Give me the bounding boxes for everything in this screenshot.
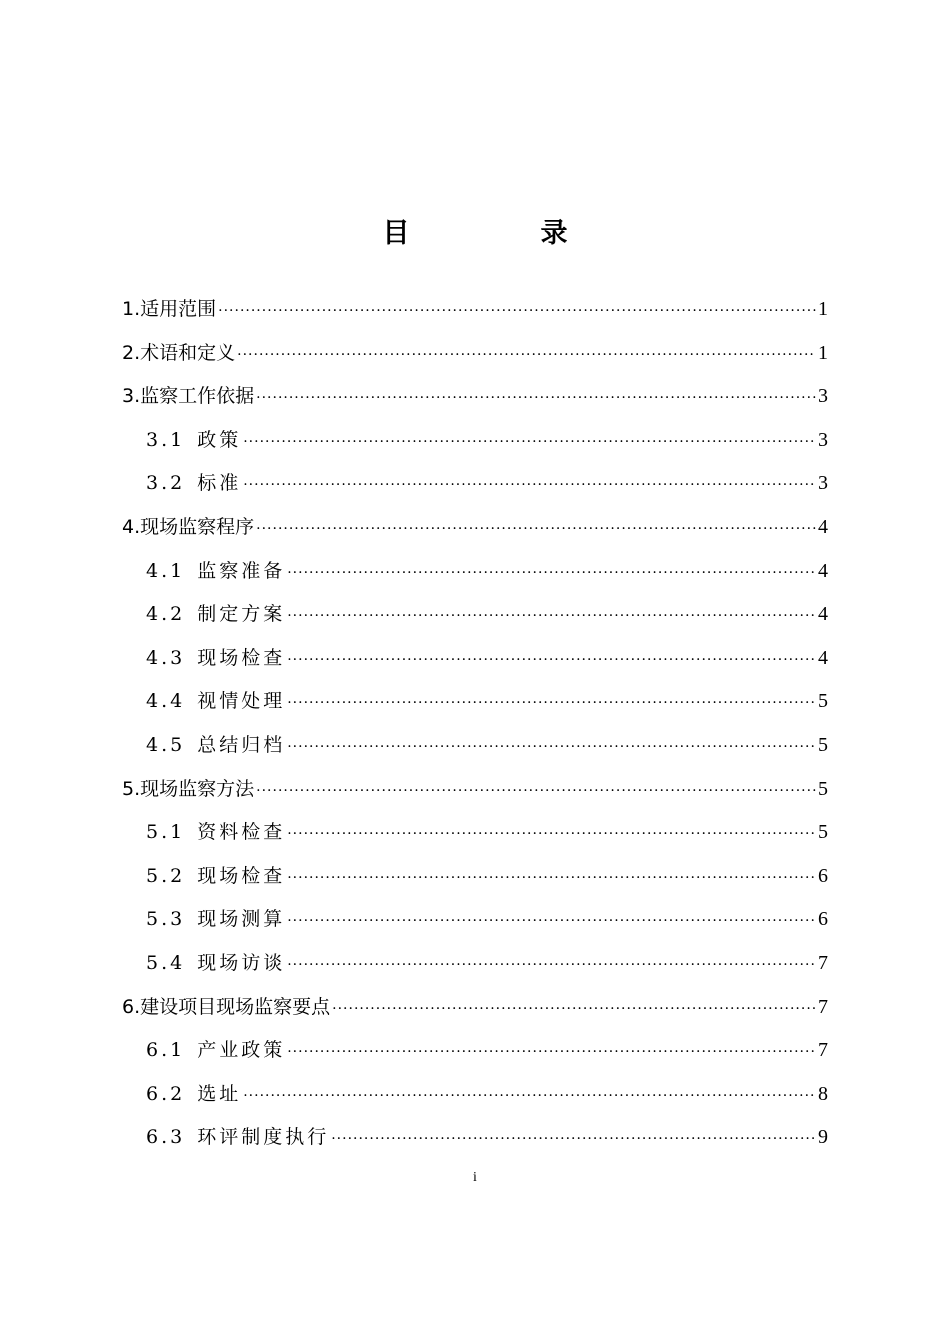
toc-entry-label xyxy=(146,898,285,942)
page-number-footer: i xyxy=(473,1170,477,1185)
toc-entry-text: 现场测算 xyxy=(197,908,286,931)
dot-leader xyxy=(287,857,816,899)
toc-entry-text: 政策 xyxy=(197,428,242,451)
toc-entry[interactable] xyxy=(122,506,828,550)
toc-entry-page: 3 xyxy=(818,385,828,408)
dot-leader xyxy=(287,552,816,594)
dot-leader xyxy=(243,464,816,506)
toc-entry-text: 总结归档 xyxy=(197,733,286,756)
toc-entry-label xyxy=(122,332,235,376)
toc-entry-label xyxy=(122,986,330,1030)
dot-leader xyxy=(332,988,816,1030)
dot-leader xyxy=(218,290,816,332)
toc-entry-text: 术语和定义 xyxy=(140,341,236,364)
toc-entry-label xyxy=(146,811,285,855)
toc-entry-page: 5 xyxy=(818,733,828,756)
toc-entry-text: 制定方案 xyxy=(197,603,286,626)
toc-entry-number: 2. xyxy=(122,341,141,364)
toc-entry[interactable] xyxy=(122,288,828,332)
toc-entry-label xyxy=(146,593,285,637)
toc-entry-text: 现场检查 xyxy=(197,864,286,887)
toc-entry-number: 4.1 xyxy=(146,559,186,582)
toc-entry[interactable] xyxy=(122,1116,828,1160)
toc-entry-page: 1 xyxy=(818,298,828,320)
toc-entry-label xyxy=(146,855,285,899)
toc-entry[interactable] xyxy=(122,986,828,1030)
toc-entry-page: 5 xyxy=(818,821,828,844)
toc-entry[interactable] xyxy=(122,1073,828,1117)
dot-leader xyxy=(287,639,816,681)
dot-leader xyxy=(287,944,816,986)
toc-entry-label xyxy=(122,375,254,419)
toc-entry[interactable] xyxy=(122,942,828,986)
table-of-contents xyxy=(122,288,828,1160)
toc-entry-page: 4 xyxy=(818,559,828,582)
toc-entry-text: 监察准备 xyxy=(197,559,286,582)
toc-entry-text: 资料检查 xyxy=(197,821,286,844)
toc-entry-number: 4.2 xyxy=(146,603,186,626)
toc-entry-number: 6.2 xyxy=(146,1082,186,1105)
toc-entry[interactable] xyxy=(122,898,828,942)
toc-entry-page: 9 xyxy=(818,1126,828,1149)
toc-entry-page: 8 xyxy=(818,1082,828,1105)
toc-entry-number: 5.3 xyxy=(146,908,186,931)
toc-entry-text: 适用范围 xyxy=(140,298,217,320)
toc-entry[interactable] xyxy=(122,637,828,681)
toc-entry-number: 3. xyxy=(122,385,141,408)
toc-entry-label xyxy=(146,1073,241,1117)
toc-entry-label xyxy=(146,462,241,506)
toc-entry[interactable] xyxy=(122,593,828,637)
toc-entry-page: 4 xyxy=(818,515,828,538)
dot-leader xyxy=(237,334,816,376)
dot-leader xyxy=(287,726,816,768)
toc-entry-label xyxy=(146,419,241,463)
toc-entry-label xyxy=(146,1116,329,1160)
toc-entry-label xyxy=(122,506,254,550)
dot-leader xyxy=(287,595,816,637)
page-title: 目 录 xyxy=(382,218,620,250)
toc-entry[interactable] xyxy=(122,332,828,376)
toc-entry[interactable] xyxy=(122,375,828,419)
toc-entry[interactable] xyxy=(122,768,828,812)
toc-entry[interactable] xyxy=(122,419,828,463)
dot-leader xyxy=(243,1075,816,1117)
toc-entry-label xyxy=(146,942,285,986)
toc-entry[interactable] xyxy=(122,1029,828,1073)
dot-leader xyxy=(287,1031,816,1073)
toc-entry-label xyxy=(122,768,254,812)
toc-entry-number: 6. xyxy=(122,995,141,1018)
toc-entry-number: 5. xyxy=(122,777,141,800)
toc-entry-page: 4 xyxy=(818,646,828,669)
toc-entry-number: 1. xyxy=(122,298,141,320)
toc-entry-text: 标准 xyxy=(197,472,242,495)
toc-entry-text: 视情处理 xyxy=(197,690,286,713)
toc-entry-page: 5 xyxy=(818,690,828,713)
toc-entry-page: 7 xyxy=(818,951,828,974)
toc-entry-page: 5 xyxy=(818,777,828,800)
toc-entry-text: 现场监察方法 xyxy=(140,777,255,800)
toc-entry[interactable] xyxy=(122,550,828,594)
toc-entry-page: 3 xyxy=(818,428,828,451)
toc-entry[interactable] xyxy=(122,855,828,899)
toc-entry[interactable] xyxy=(122,680,828,724)
dot-leader xyxy=(287,682,816,724)
toc-entry-label xyxy=(146,550,285,594)
toc-entry-page: 4 xyxy=(818,603,828,626)
toc-entry-text: 选址 xyxy=(197,1082,242,1105)
toc-entry-text: 监察工作依据 xyxy=(140,385,255,408)
toc-entry-number: 5.4 xyxy=(146,951,186,974)
toc-entry-label xyxy=(146,637,285,681)
dot-leader xyxy=(256,508,816,550)
toc-entry-number: 5.2 xyxy=(146,864,186,887)
toc-entry[interactable] xyxy=(122,811,828,855)
toc-entry-number: 4.3 xyxy=(146,646,186,669)
toc-entry-text: 产业政策 xyxy=(197,1039,286,1062)
dot-leader xyxy=(287,900,816,942)
toc-entry-text: 现场访谈 xyxy=(197,951,286,974)
dot-leader xyxy=(287,813,816,855)
toc-entry-page: 6 xyxy=(818,864,828,887)
dot-leader xyxy=(256,377,816,419)
toc-entry-text: 现场监察程序 xyxy=(140,515,255,538)
toc-entry-number: 4.4 xyxy=(146,690,186,713)
toc-entry-label xyxy=(146,724,285,768)
toc-entry-label xyxy=(122,288,216,332)
toc-entry-page: 1 xyxy=(818,341,828,364)
toc-entry-number: 6.3 xyxy=(146,1126,186,1149)
dot-leader xyxy=(243,421,816,463)
dot-leader xyxy=(331,1118,816,1160)
toc-entry-text: 现场检查 xyxy=(197,646,286,669)
toc-entry-text: 环评制度执行 xyxy=(197,1126,330,1149)
toc-entry-number: 4.5 xyxy=(146,733,186,756)
toc-entry-number: 3.1 xyxy=(146,428,186,451)
toc-entry-label xyxy=(146,1029,285,1073)
toc-entry-page: 3 xyxy=(818,472,828,495)
toc-entry[interactable] xyxy=(122,462,828,506)
dot-leader xyxy=(256,770,816,812)
toc-entry-number: 5.1 xyxy=(146,821,186,844)
toc-entry[interactable] xyxy=(122,724,828,768)
toc-entry-number: 6.1 xyxy=(146,1039,186,1062)
toc-entry-page: 7 xyxy=(818,995,828,1018)
toc-entry-page: 7 xyxy=(818,1039,828,1062)
toc-entry-text: 建设项目现场监察要点 xyxy=(140,995,331,1018)
toc-entry-number: 3.2 xyxy=(146,472,186,495)
toc-entry-number: 4. xyxy=(122,515,141,538)
toc-entry-label xyxy=(146,680,285,724)
toc-entry-page: 6 xyxy=(818,908,828,931)
